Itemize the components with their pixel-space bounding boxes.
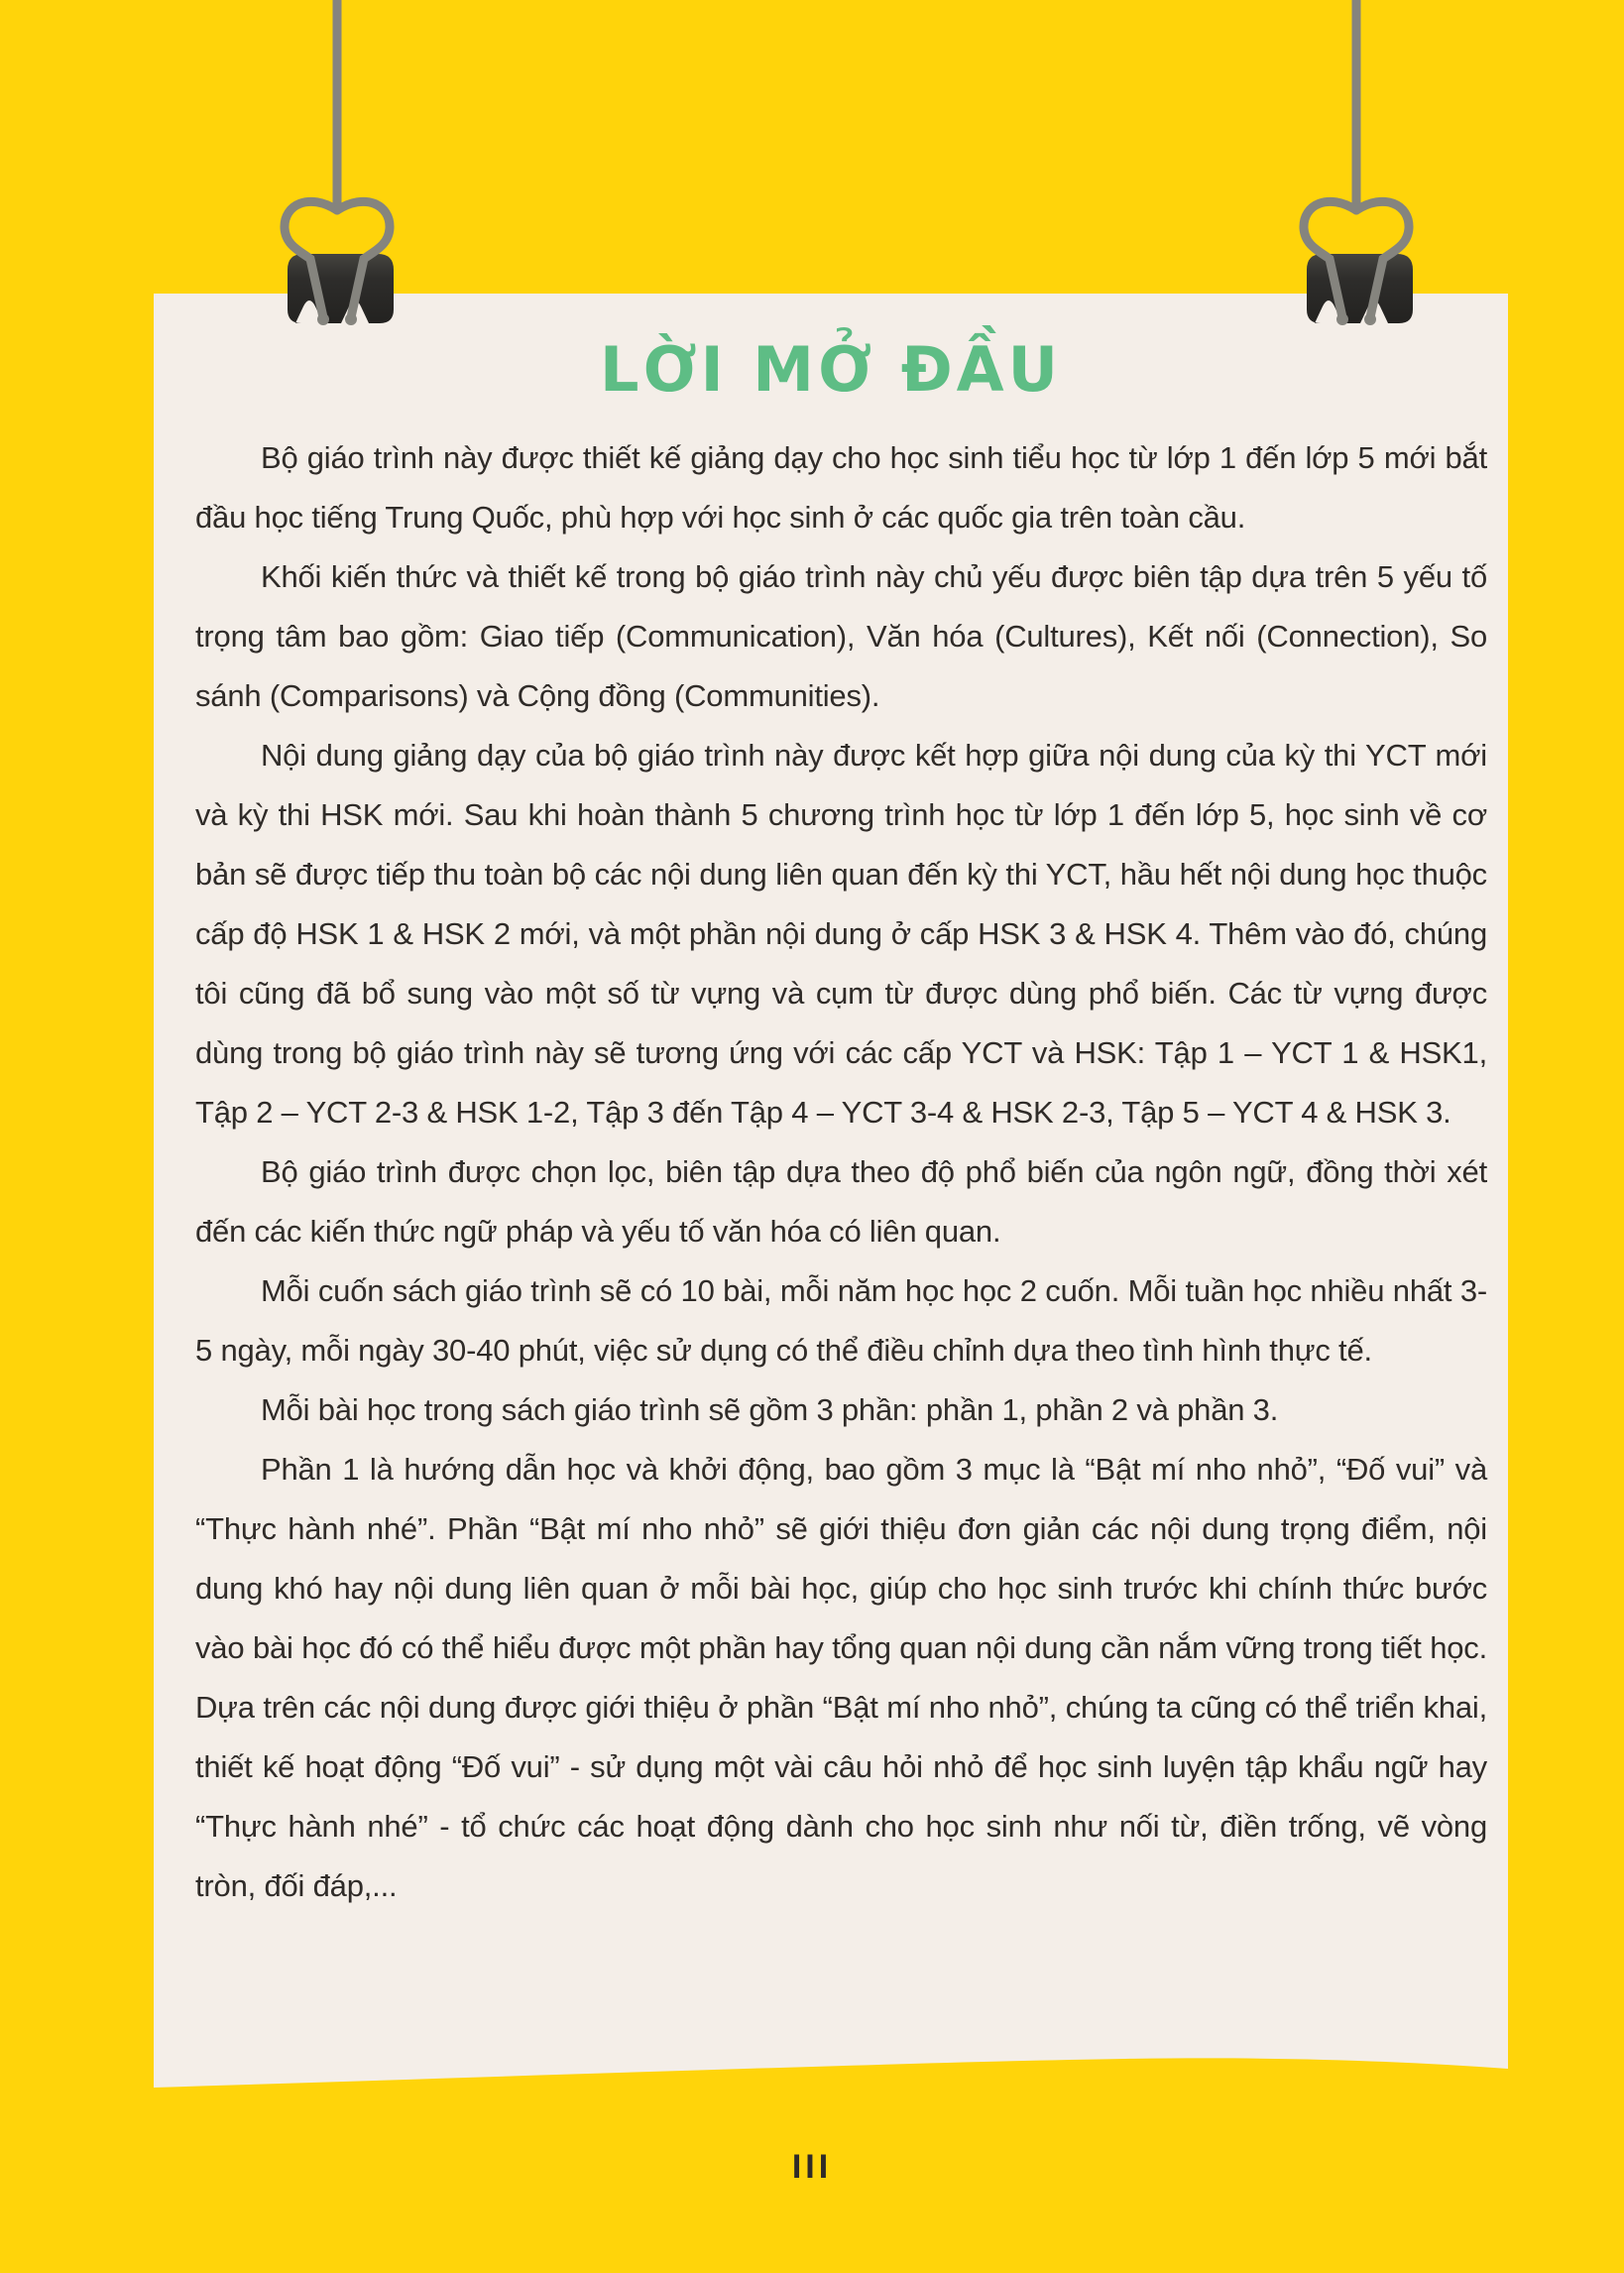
binder-clip-icon [1277,0,1446,337]
paragraph: Phần 1 là hướng dẫn học và khởi động, bao gồm 3 mục là “Bật mí nho nhỏ”, “Đố vui” và “Thực hành nhé”. Phần “Bật mí nho nhỏ” sẽ giới thiệu đơn giản các nội dung trọng điểm, nội dung khó hay nội dung liên quan ở mỗi bài học, giúp cho học sinh trước khi chính thức bước vào bài học đó có thể hiểu được một phần hay tổng quan nội dung cần nắm vững trong tiết học. Dựa trên các nội dung được giới thiệu ở phần “Bật mí nho nhỏ”, chúng ta cũng có thể triển khai, thiết kế hoạt động “Đố vui” - sử dụng một vài câu hỏi nhỏ để học sinh luyện tập khẩu ngữ hay “Thực hành nhé” - tổ chức các hoạt động dành cho học sinh như nối từ, điền trống, vẽ vòng tròn, đối đáp,... [195,1452,1487,1903]
paragraph: Bộ giáo trình được chọn lọc, biên tập dựa theo độ phổ biến của ngôn ngữ, đồng thời xét đến các kiến thức ngữ pháp và yếu tố văn hóa có liên quan. [195,1154,1487,1249]
paragraph: Bộ giáo trình này được thiết kế giảng dạy cho học sinh tiểu học từ lớp 1 đến lớp 5 mới bắt đầu học tiếng Trung Quốc, phù hợp với học sinh ở các quốc gia trên toàn cầu. [195,440,1487,535]
preface-body [195,428,1487,2040]
paper-bottom-edge [154,2041,1508,2100]
paragraph: Khối kiến thức và thiết kế trong bộ giáo trình này chủ yếu được biên tập dựa trên 5 yếu tố trọng tâm bao gồm: Giao tiếp (Communication), Văn hóa (Cultures), Kết nối (Connection), So sánh (Comparisons) và Cộng đồng (Communities). [195,559,1487,713]
paragraph: Mỗi bài học trong sách giáo trình sẽ gồm 3 phần: phần 1, phần 2 và phần 3. [261,1392,1279,1427]
binder-clip-icon [258,0,426,337]
page-number: III [791,2148,833,2186]
paragraph: Mỗi cuốn sách giáo trình sẽ có 10 bài, mỗi năm học học 2 cuốn. Mỗi tuần học nhiều nhất 3-5 ngày, mỗi ngày 30-40 phút, việc sử dụng có thể điều chỉnh dựa theo tình hình thực tế. [195,1273,1487,1368]
paragraph: Nội dung giảng dạy của bộ giáo trình này được kết hợp giữa nội dung của kỳ thi YCT mới và kỳ thi HSK mới. Sau khi hoàn thành 5 chương trình học từ lớp 1 đến lớp 5, học sinh về cơ bản sẽ được tiếp thu toàn bộ các nội dung liên quan đến kỳ thi YCT, hầu hết nội dung học thuộc cấp độ HSK 1 & HSK 2 mới, và một phần nội dung ở cấp HSK 3 & HSK 4. Thêm vào đó, chúng tôi cũng đã bổ sung vào một số từ vựng và cụm từ được dùng phổ biến. Các từ vựng được dùng trong bộ giáo trình này sẽ tương ứng với các cấp YCT và HSK: Tập 1 – YCT 1 & HSK1, Tập 2 – YCT 2-3 & HSK 1-2, Tập 3 đến Tập 4 – YCT 3-4 & HSK 2-3, Tập 5 – YCT 4 & HSK 3. [195,738,1487,1130]
page-title: LỜI MỞ ĐẦU [599,333,1063,406]
